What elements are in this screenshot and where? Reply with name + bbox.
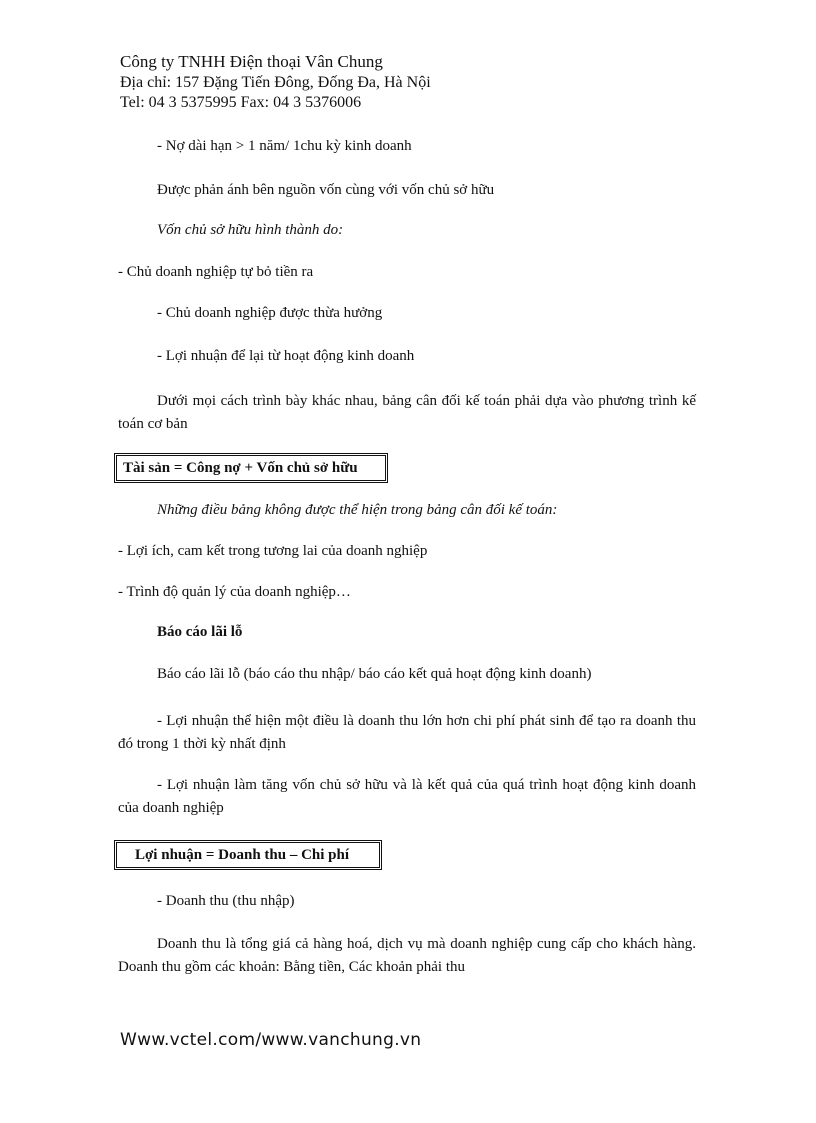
list-item-owner-invest: - Chủ doanh nghiệp tự bỏ tiền ra	[118, 264, 314, 280]
company-name: Công ty TNHH Điện thoại Vân Chung	[120, 52, 383, 71]
paragraph-profit-definition: - Lợi nhuận thể hiện một điều là doanh thu lớn hơn chi phí phát sinh để tạo ra doanh thu đó trong 1 thời kỳ nhất định	[118, 713, 696, 752]
company-address: Địa chỉ: 157 Đặng Tiến Đông, Đống Đa, Hà Nội	[120, 74, 431, 91]
paragraph-not-shown: Những điều bảng không được thể hiện trong bảng cân đối kế toán:	[157, 502, 558, 518]
list-item-revenue: - Doanh thu (thu nhập)	[157, 893, 295, 909]
paragraph-long-term-debt: - Nợ dài hạn > 1 năm/ 1chu kỳ kinh doanh	[157, 138, 412, 154]
equation-box-profit	[114, 840, 382, 870]
paragraph-income-statement: Báo cáo lãi lỗ (báo cáo thu nhập/ báo cáo kết quả hoạt động kinh doanh)	[157, 666, 592, 682]
company-tel-fax: Tel: 04 3 5375995 Fax: 04 3 5376006	[120, 94, 362, 111]
list-item-management-level: - Trình độ quản lý của doanh nghiệp…	[118, 584, 351, 600]
section-heading: Báo cáo lãi lỗ	[157, 624, 243, 640]
footer-website: Www.vctel.com/www.vanchung.vn	[120, 1030, 422, 1050]
paragraph-revenue-definition: Doanh thu là tổng giá cả hàng hoá, dịch vụ mà doanh nghiệp cung cấp cho khách hàng. Doanh thu gồm các khoản: Bằng tiền, Các khoản phải thu	[118, 936, 696, 975]
equation-assets: Tài sản = Công nợ + Vốn chủ sở hữu	[123, 460, 358, 476]
list-item-inherit: - Chủ doanh nghiệp được thừa hưởng	[157, 305, 383, 321]
paragraph-reflected: Được phản ánh bên nguồn vốn cùng với vốn chủ sở hữu	[157, 182, 495, 198]
equation-profit: Lợi nhuận = Doanh thu – Chi phí	[135, 847, 350, 863]
list-item-retained-earnings: - Lợi nhuận để lại từ hoạt động kinh doanh	[157, 348, 415, 364]
equation-box-assets	[114, 453, 388, 483]
paragraph-equity-formed: Vốn chủ sở hữu hình thành do:	[157, 222, 344, 238]
paragraph-balance-sheet: Dưới mọi cách trình bày khác nhau, bảng cân đối kế toán phải dựa vào phương trình kế toán cơ bản	[118, 393, 696, 432]
paragraph-profit-increase: - Lợi nhuận làm tăng vốn chủ sở hữu và là kết quả của quá trình hoạt động kinh doanh của doanh nghiệp	[118, 777, 696, 816]
list-item-future-benefits: - Lợi ích, cam kết trong tương lai của doanh nghiệp	[118, 543, 428, 559]
